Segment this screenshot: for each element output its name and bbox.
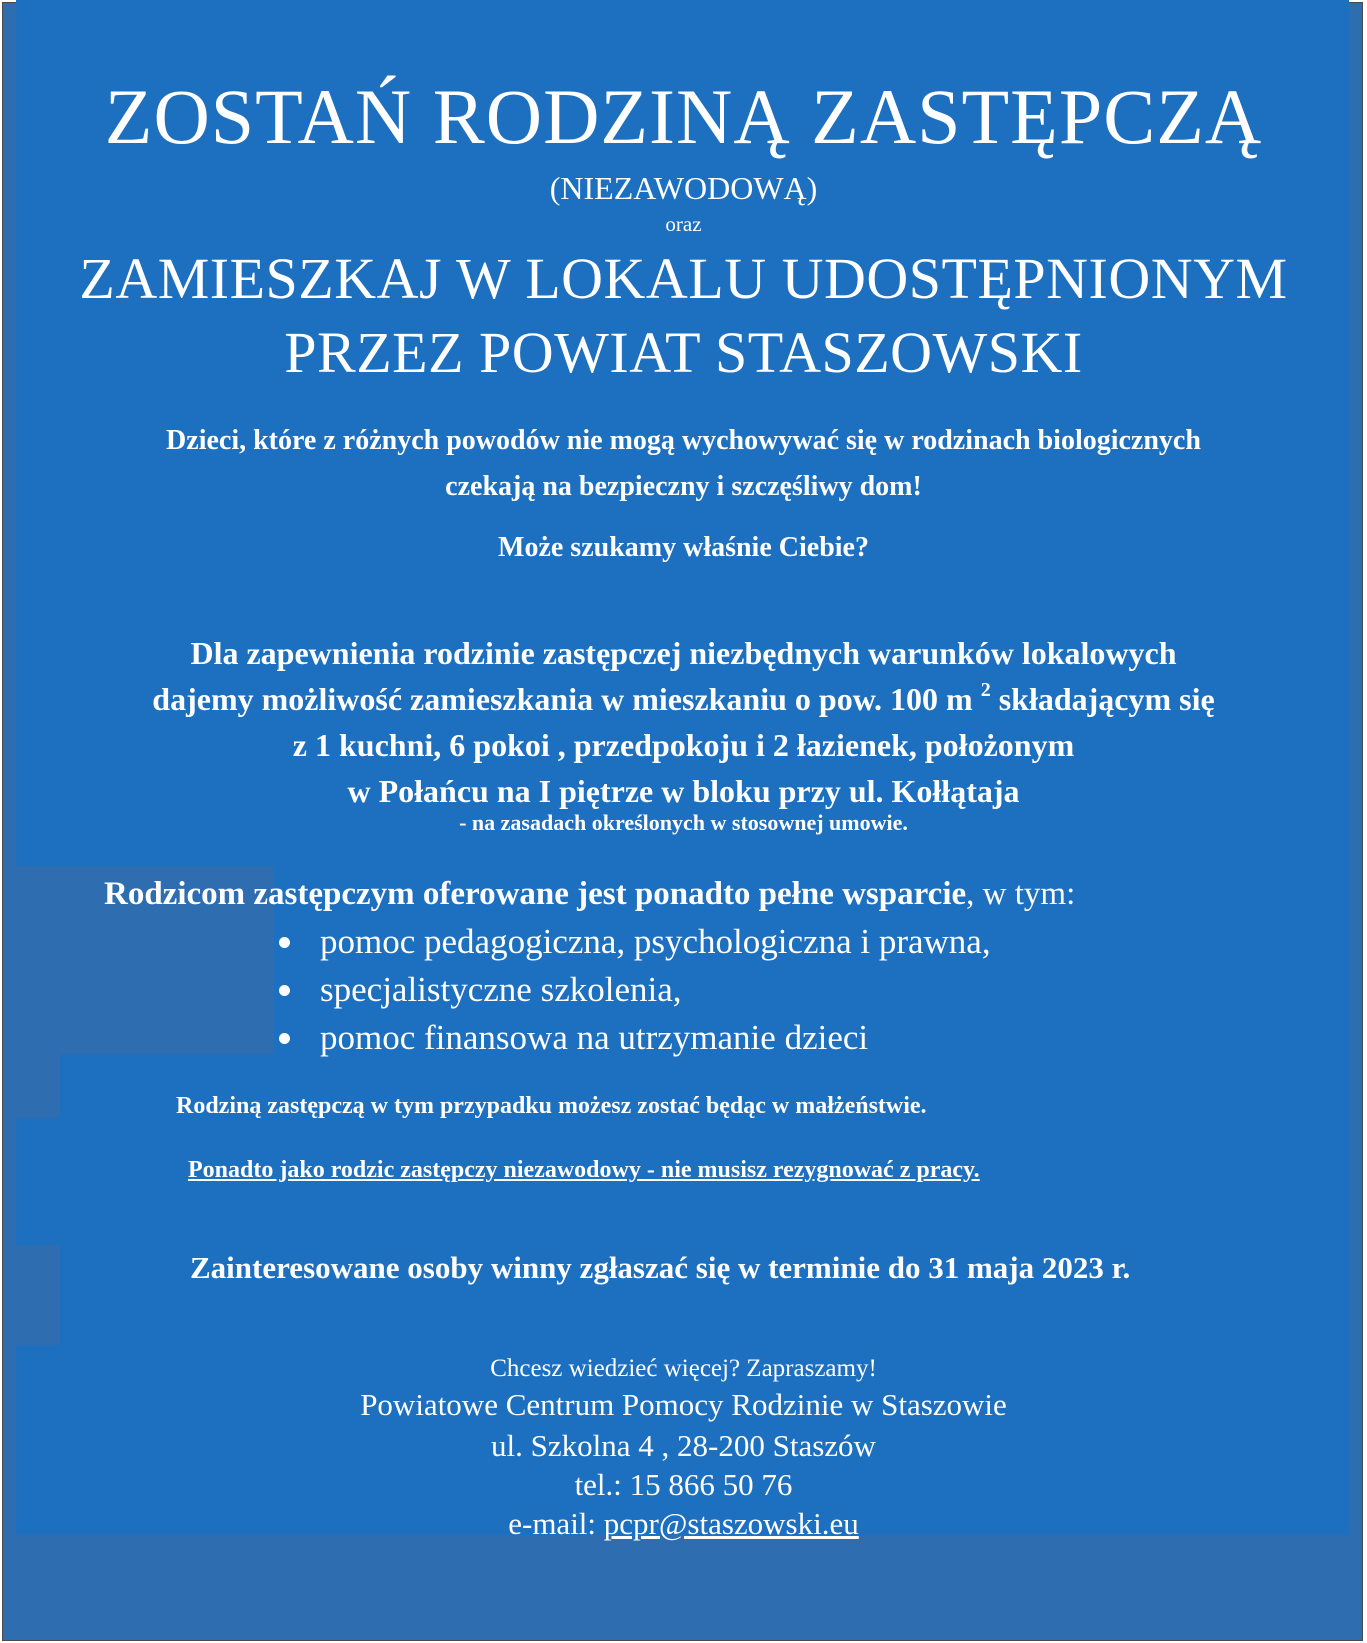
- list-item: [274, 1014, 991, 1062]
- email-link[interactable]: pcpr@staszowski.eu: [603, 1506, 859, 1541]
- contact-email: [0, 1508, 1367, 1539]
- intro-paragraph: [0, 418, 1367, 510]
- contact-lead: Chcesz wiedzieć więcej? Zapraszamy!: [490, 1355, 877, 1382]
- bullet-icon: [279, 985, 290, 996]
- job-note: Ponadto jako rodzic zastępczy niezawodowy - nie musisz rezygnować z pracy.: [188, 1157, 980, 1183]
- bullet-icon: [279, 937, 290, 948]
- bullet-icon: [279, 1033, 290, 1044]
- connector-word: oraz: [665, 212, 702, 236]
- contact-organization: Powiatowe Centrum Pomocy Rodzinie w Staszowie: [360, 1387, 1007, 1422]
- marriage-note: Rodziną zastępczą w tym przypadku możesz zostać będąc w małżeństwie.: [176, 1093, 927, 1119]
- list-item-text: pomoc pedagogiczna, psychologiczna i prawna,: [320, 922, 991, 961]
- subtitle: (NIEZAWODOWĄ): [549, 170, 818, 206]
- intro-line: czekają na bezpieczny i szczęśliwy dom!: [445, 471, 922, 502]
- main-title: ZOSTAŃ RODZINĄ ZASTĘPCZĄ: [104, 73, 1263, 160]
- deadline-note: Zainteresowane osoby winny zgłaszać się w terminie do 31 maja 2023 r.: [190, 1250, 1131, 1285]
- list-item-text: pomoc finansowa na utrzymanie dzieci: [320, 1018, 869, 1057]
- contact-phone: tel.: 15 866 50 76: [574, 1467, 793, 1502]
- second-title-line1: ZAMIESZKAJ W LOKALU UDOSTĘPNIONYM: [79, 246, 1288, 311]
- superscript: 2: [980, 679, 991, 701]
- support-heading-bold: Rodzicom zastępczym oferowane jest ponadto pełne wsparcie: [104, 876, 967, 912]
- support-list: [274, 918, 991, 1062]
- list-item: [274, 966, 991, 1014]
- offer-text: składającym się: [990, 681, 1215, 717]
- support-heading: [104, 876, 1075, 912]
- contact-address: ul. Szkolna 4 , 28-200 Staszów: [491, 1428, 876, 1463]
- question-line: Może szukamy właśnie Ciebie?: [498, 532, 869, 563]
- second-title-line2: PRZEZ POWIAT STASZOWSKI: [284, 320, 1083, 385]
- intro-line: Dzieci, które z różnych powodów nie mogą wychowywać się w rodzinach biologicznych: [166, 425, 1201, 456]
- offer-line: z 1 kuchni, 6 pokoi , przedpokoju i 2 łazienek, położonym: [292, 727, 1075, 763]
- support-heading-rest: , w tym:: [966, 876, 1076, 912]
- offer-line: Dla zapewnienia rodzinie zastępczej niezbędnych warunków lokalowych: [190, 635, 1177, 671]
- offer-text: dajemy możliwość zamieszkania w mieszkaniu o pow. 100 m: [152, 681, 973, 717]
- email-label: e-mail:: [508, 1506, 604, 1541]
- list-item: [274, 918, 991, 966]
- list-item-text: specjalistyczne szkolenia,: [320, 970, 682, 1009]
- offer-line: w Połańcu na I piętrze w bloku przy ul. Kołłątaja: [347, 773, 1020, 809]
- offer-line: [0, 676, 1367, 722]
- terms-note: - na zasadach określonych w stosownej umowie.: [459, 810, 908, 835]
- offer-paragraph: [0, 630, 1367, 814]
